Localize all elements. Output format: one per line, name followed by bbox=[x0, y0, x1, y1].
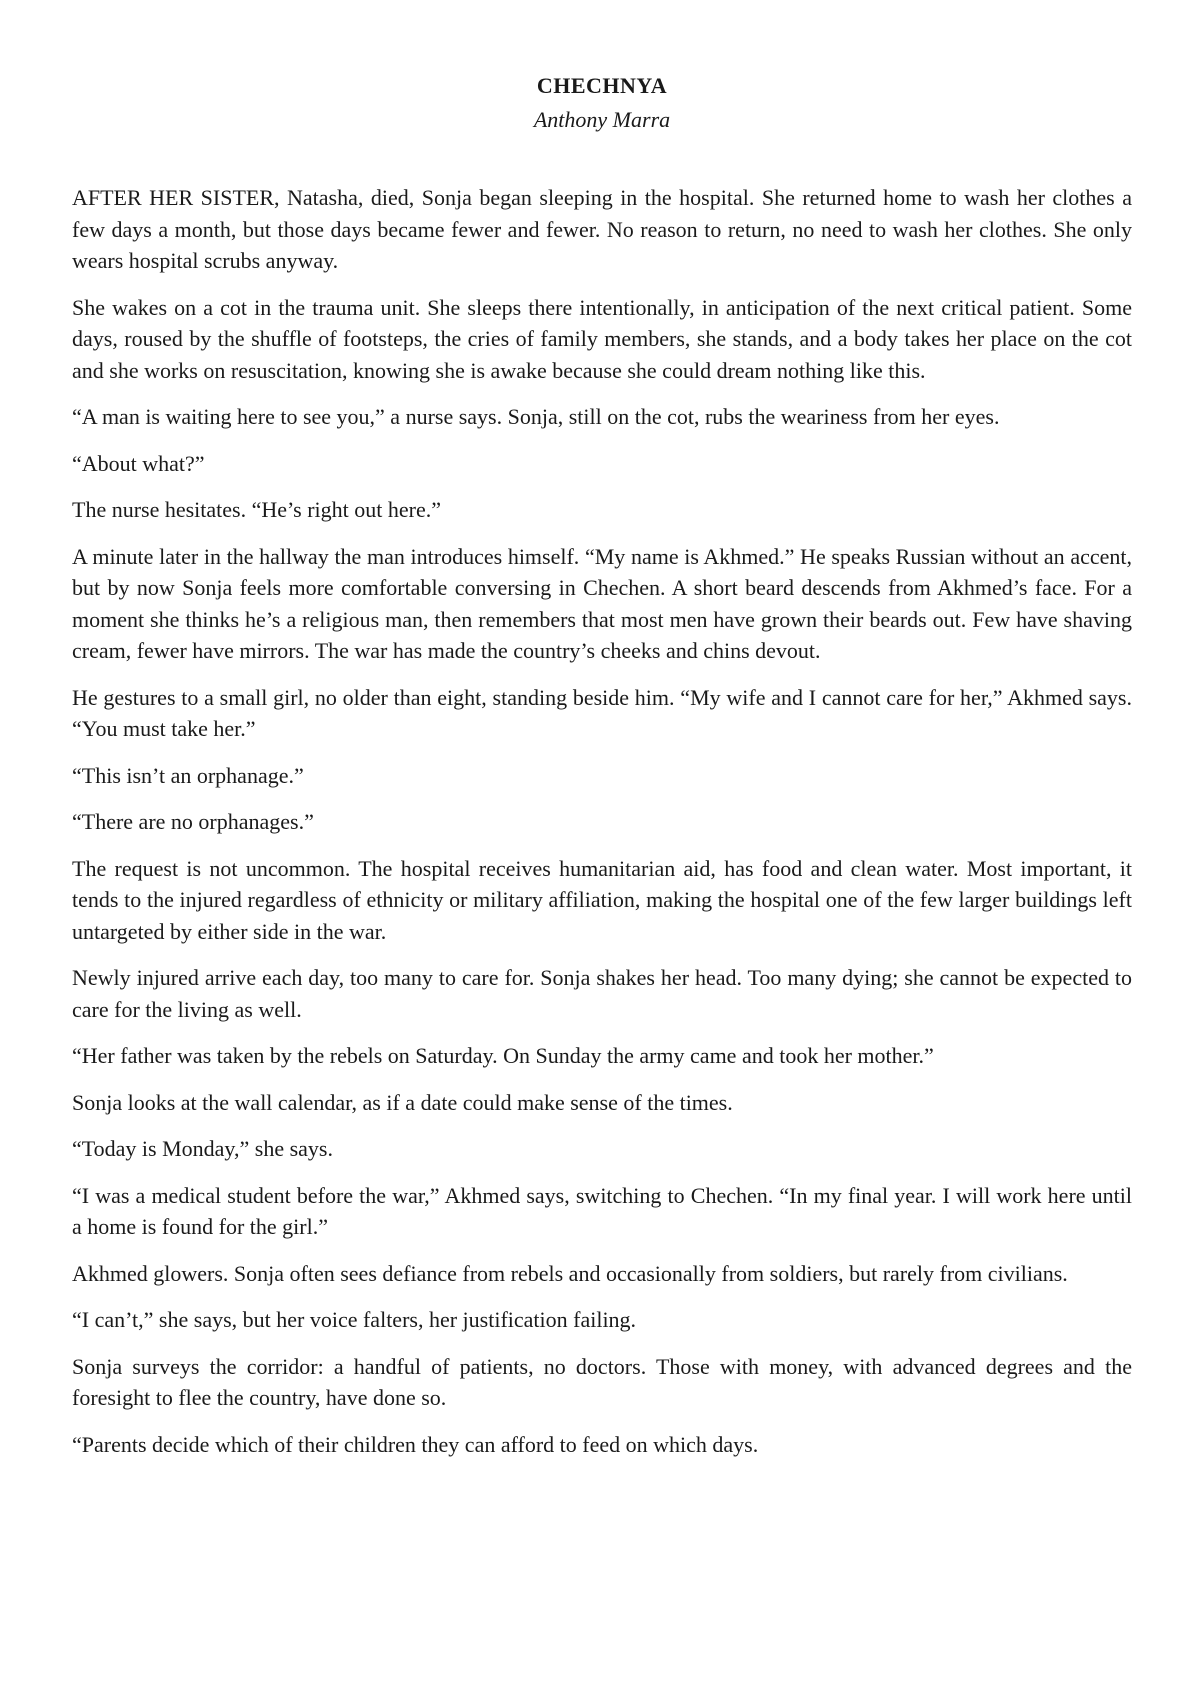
paragraph: He gestures to a small girl, no older than eight, standing beside him. “My wife and I cannot care for her,” Akhmed says. “You must take her.” bbox=[72, 684, 1132, 741]
paragraph: AFTER HER SISTER, Natasha, died, Sonja began sleeping in the hospital. She returned home to wash her clothes a few days a month, but those days became fewer and fewer. No reason to return, no need to wash her clothes. She only wears hospital scrubs anyway. bbox=[72, 185, 1132, 273]
document-page bbox=[72, 70, 1132, 1475]
paragraph: She wakes on a cot in the trauma unit. She sleeps there intentionally, in anticipation of the next critical patient. Some days, roused by the shuffle of footsteps, the cries of family members, she stands, and a body takes her place on the cot and she works on resuscitation, knowing she is awake because she could dream nothing like this. bbox=[72, 294, 1132, 383]
paragraph: A minute later in the hallway the man introduces himself. “My name is Akhmed.” He speaks Russian without an accent, but by now Sonja feels more comfortable conversing in Chechen. A short beard descends from Akhmed’s face. For a moment she thinks he’s a religious man, then remembers that most men have grown their beards out. Few have shaving cream, fewer have mirrors. The war has made the country’s cheeks and chins devout. bbox=[72, 543, 1132, 663]
paragraph: “Today is Monday,” she says. bbox=[72, 1136, 333, 1161]
story-body bbox=[72, 182, 1132, 1460]
paragraph: “I was a medical student before the war,” Akhmed says, switching to Chechen. “In my final year. I will work here until a home is found for the girl.” bbox=[72, 1182, 1132, 1239]
paragraph: “Her father was taken by the rebels on Saturday. On Sunday the army came and took her mother.” bbox=[72, 1043, 934, 1068]
story-title: CHECHNYA bbox=[536, 73, 668, 98]
paragraph: “Parents decide which of their children they can afford to feed on which days. bbox=[72, 1431, 759, 1457]
paragraph: Akhmed glowers. Sonja often sees defiance from rebels and occasionally from soldiers, but rarely from civilians. bbox=[72, 1260, 1068, 1286]
paragraph: Sonja looks at the wall calendar, as if a date could make sense of the times. bbox=[72, 1089, 733, 1115]
paragraph: Newly injured arrive each day, too many to care for. Sonja shakes her head. Too many dying; she cannot be expected to care for the living as well. bbox=[72, 965, 1132, 1022]
paragraph: “There are no orphanages.” bbox=[72, 809, 314, 834]
paragraph: The nurse hesitates. “He’s right out here.” bbox=[72, 497, 441, 522]
paragraph: “I can’t,” she says, but her voice falters, her justification failing. bbox=[72, 1307, 637, 1332]
paragraph: “This isn’t an orphanage.” bbox=[72, 762, 304, 788]
paragraph: “A man is waiting here to see you,” a nurse says. Sonja, still on the cot, rubs the weariness from her eyes. bbox=[72, 404, 1000, 429]
paragraph: The request is not uncommon. The hospital receives humanitarian aid, has food and clean water. Most important, it tends to the injured regardless of ethnicity or military affiliation, making the hospital one of the few larger buildings left untargeted by either side in the war. bbox=[72, 855, 1132, 944]
story-author: Anthony Marra bbox=[533, 107, 671, 132]
paragraph: Sonja surveys the corridor: a handful of patients, no doctors. Those with money, with advanced degrees and the foresight to flee the country, have done so. bbox=[72, 1353, 1132, 1410]
paragraph: “About what?” bbox=[72, 450, 205, 476]
